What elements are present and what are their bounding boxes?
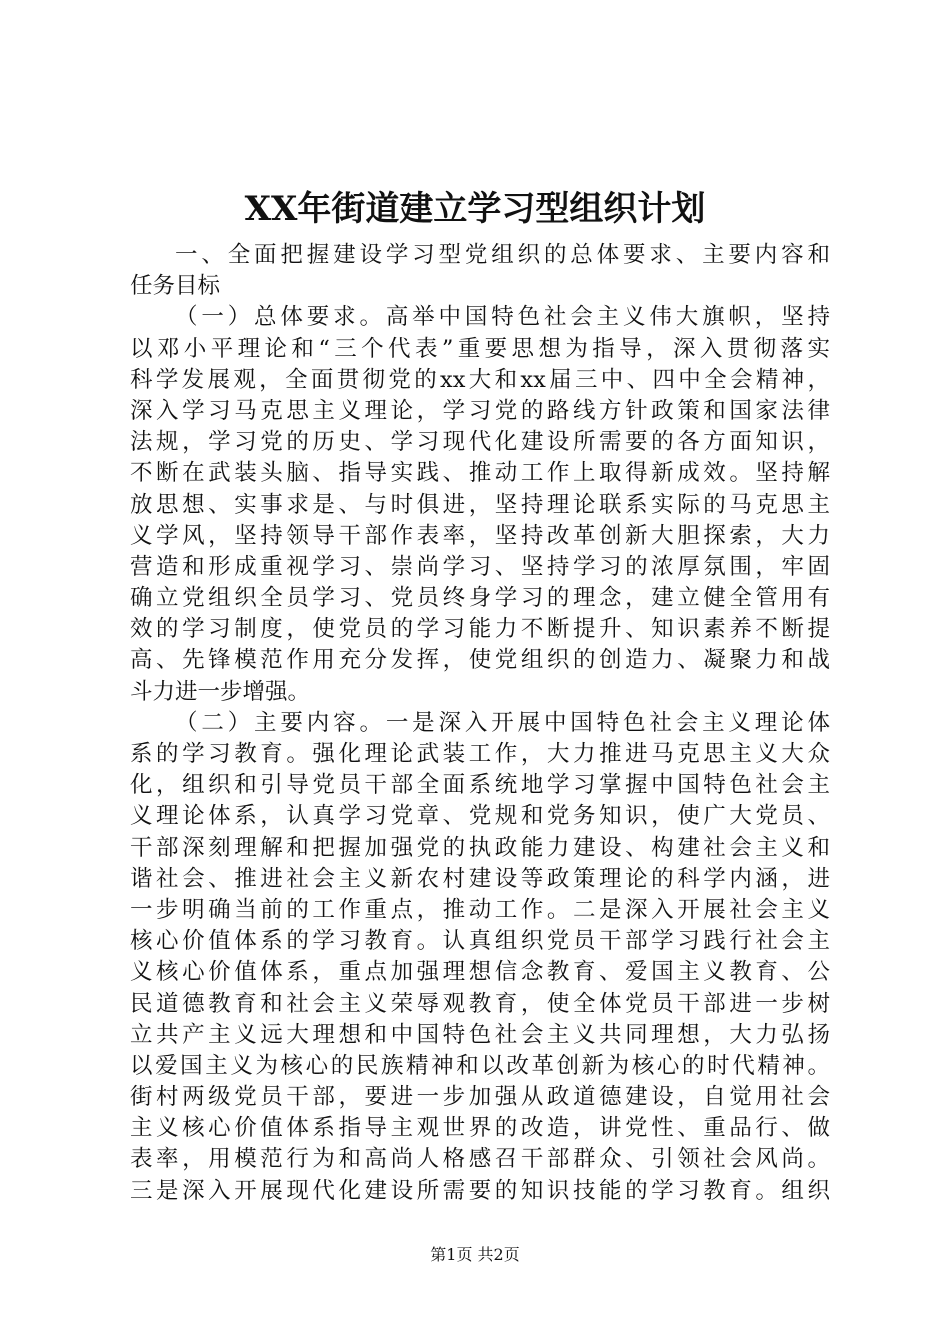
body-line: 民道德教育和社会主义荣辱观教育，使全体党员干部进一步树 xyxy=(130,990,830,1017)
document-title: XX年街道建立学习型组织计划 xyxy=(244,189,706,229)
body-line: 立共产主义远大理想和中国特色社会主义共同理想，大力弘扬 xyxy=(130,1021,830,1048)
body-line: 不断在武装头脑、指导实践、推动工作上取得新成效。坚持解 xyxy=(130,460,830,487)
body-line: 科学发展观，全面贯彻党的xx大和xx届三中、四中全会精神， xyxy=(130,366,830,393)
body-line: 深入学习马克思主义理论，学习党的路线方针政策和国家法律 xyxy=(130,397,830,424)
body-line: 义核心价值体系，重点加强理想信念教育、爱国主义教育、公 xyxy=(130,959,830,986)
body-line: （二）主要内容。一是深入开展中国特色社会主义理论体 xyxy=(175,709,830,736)
body-line: 街村两级党员干部，要进一步加强从政道德建设，自觉用社会 xyxy=(130,1084,830,1111)
body-line: 放思想、实事求是、与时俱进，坚持理论联系实际的马克思主 xyxy=(130,491,830,518)
body-line: 斗力进一步增强。 xyxy=(130,678,311,705)
body-line: 表率，用模范行为和高尚人格感召干部群众、引领社会风尚。 xyxy=(130,1146,830,1173)
body-line: 任务目标 xyxy=(130,273,221,300)
body-line: 高、先锋模范作用充分发挥，使党组织的创造力、凝聚力和战 xyxy=(130,647,830,674)
body-line: 义理论体系，认真学习党章、党规和党务知识，使广大党员、 xyxy=(130,803,830,830)
body-line: 营造和形成重视学习、崇尚学习、坚持学习的浓厚氛围，牢固 xyxy=(130,553,830,580)
body-line: 干部深刻理解和把握加强党的执政能力建设、构建社会主义和 xyxy=(130,834,830,861)
body-line: 化，组织和引导党员干部全面系统地学习掌握中国特色社会主 xyxy=(130,772,830,799)
body-line: 以爱国主义为核心的民族精神和以改革创新为核心的时代精神。 xyxy=(130,1052,830,1079)
body-line: 确立党组织全员学习、党员终身学习的理念，建立健全管用有 xyxy=(130,585,830,612)
body-line: 核心价值体系的学习教育。认真组织党员干部学习践行社会主 xyxy=(130,928,830,955)
body-line: 主义核心价值体系指导主观世界的改造，讲党性、重品行、做 xyxy=(130,1115,830,1142)
body-line: 一、全面把握建设学习型党组织的总体要求、主要内容和 xyxy=(175,242,830,268)
body-line: 效的学习制度，使党员的学习能力不断提升、知识素养不断提 xyxy=(130,616,830,643)
body-line: 三是深入开展现代化建设所需要的知识技能的学习教育。组织 xyxy=(130,1177,830,1204)
body-line: 以邓小平理论和“三个代表”重要思想为指导，深入贯彻落实 xyxy=(130,335,830,362)
body-line: 法规，学习党的历史、学习现代化建设所需要的各方面知识， xyxy=(130,429,830,456)
body-line: 谐社会、推进社会主义新农村建设等政策理论的科学内涵，进 xyxy=(130,865,830,892)
body-line: 义学风，坚持领导干部作表率，坚持改革创新大胆探索，大力 xyxy=(130,522,830,549)
body-line: （一）总体要求。高举中国特色社会主义伟大旗帜，坚持 xyxy=(175,304,830,331)
document-body xyxy=(130,240,830,1207)
page-footer: 第1页 共2页 xyxy=(430,1245,520,1264)
body-line: 一步明确当前的工作重点，推动工作。二是深入开展社会主义 xyxy=(130,896,830,923)
body-line: 系的学习教育。强化理论武装工作，大力推进马克思主义大众 xyxy=(130,741,830,767)
